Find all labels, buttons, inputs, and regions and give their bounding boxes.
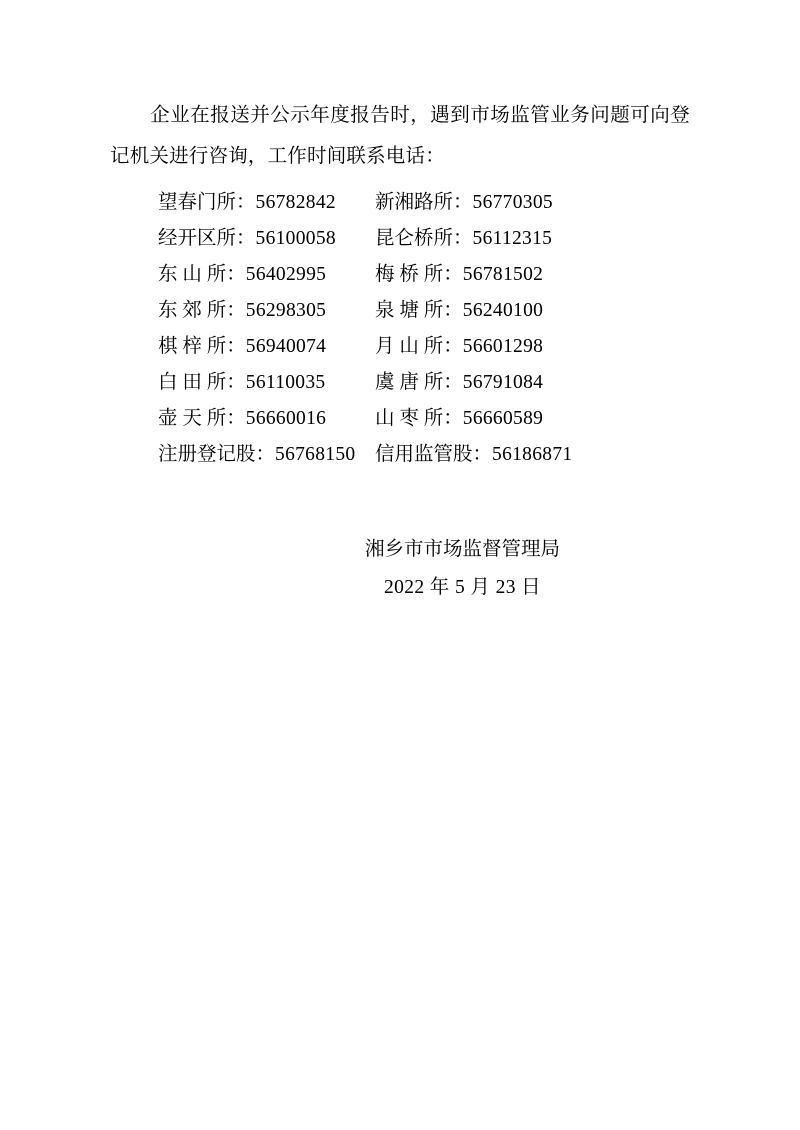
signature-organization: 湘乡市市场监督管理局 — [364, 539, 560, 560]
office-name: 壶 天 所 — [158, 408, 227, 429]
contact-entry — [365, 401, 620, 437]
contact-entry — [365, 437, 620, 473]
phone-number: 56660589 — [462, 408, 544, 429]
separator: ： — [443, 264, 463, 285]
office-name: 东 山 所 — [158, 264, 227, 285]
contact-entry — [365, 329, 620, 365]
contact-entry — [365, 293, 620, 329]
separator: ： — [443, 408, 463, 429]
office-name: 山 枣 所 — [375, 408, 444, 429]
phone-number: 56791084 — [462, 372, 544, 393]
contact-entry — [365, 221, 620, 257]
phone-number: 56298305 — [245, 300, 327, 321]
separator: ： — [453, 192, 473, 213]
body-paragraph — [110, 95, 690, 177]
contact-entry — [110, 365, 365, 401]
contact-row — [110, 293, 690, 329]
office-name: 白 田 所 — [158, 372, 227, 393]
separator: ： — [226, 336, 246, 357]
phone-number: 56781502 — [462, 264, 544, 285]
separator: ： — [443, 336, 463, 357]
office-name: 注册登记股 — [158, 444, 256, 465]
contact-row — [110, 365, 690, 401]
contact-entry — [365, 365, 620, 401]
contact-entry — [110, 437, 365, 473]
signature-date: 2022 年 5 月 23 日 — [383, 577, 542, 598]
contact-entry — [365, 185, 620, 221]
office-name: 昆仑桥所 — [375, 228, 454, 249]
contact-entry — [110, 293, 365, 329]
office-name: 望春门所 — [158, 192, 237, 213]
separator: ： — [453, 228, 473, 249]
separator: ： — [236, 228, 256, 249]
phone-number: 56100058 — [255, 228, 336, 249]
office-name: 信用监管股 — [375, 444, 473, 465]
office-name: 东 郊 所 — [158, 300, 227, 321]
contact-entry — [110, 257, 365, 293]
phone-number: 56940074 — [245, 336, 327, 357]
office-name: 经开区所 — [158, 228, 237, 249]
contact-row — [110, 185, 690, 221]
contact-entry — [365, 257, 620, 293]
office-name: 虞 唐 所 — [375, 372, 444, 393]
contact-entry — [110, 185, 365, 221]
contact-entry — [110, 401, 365, 437]
separator: ： — [236, 192, 256, 213]
signature-block — [110, 531, 690, 607]
phone-number: 56186871 — [492, 444, 573, 465]
phone-number: 56770305 — [472, 192, 553, 213]
separator: ： — [226, 300, 246, 321]
phone-number: 56112315 — [472, 228, 553, 249]
contact-entry — [110, 221, 365, 257]
separator: ： — [472, 444, 493, 465]
office-name: 梅 桥 所 — [375, 264, 444, 285]
office-name: 棋 梓 所 — [158, 336, 227, 357]
phone-number: 56782842 — [255, 192, 336, 213]
separator: ： — [443, 372, 463, 393]
contact-row — [110, 437, 690, 473]
contact-list — [110, 185, 690, 473]
contact-entry — [110, 329, 365, 365]
body-paragraph-text: 企业在报送并公示年度报告时，遇到市场监管业务问题可向登记机关进行咨询，工作时间联系电话： — [110, 105, 690, 167]
phone-number: 56240100 — [462, 300, 544, 321]
contact-row — [110, 221, 690, 257]
separator: ： — [226, 372, 246, 393]
phone-number: 56601298 — [462, 336, 544, 357]
separator: ： — [443, 300, 463, 321]
separator: ： — [255, 444, 276, 465]
office-name: 月 山 所 — [375, 336, 444, 357]
office-name: 泉 塘 所 — [375, 300, 444, 321]
phone-number: 56768150 — [275, 444, 356, 465]
contact-row — [110, 401, 690, 437]
contact-row — [110, 257, 690, 293]
contact-row — [110, 329, 690, 365]
phone-number: 56660016 — [245, 408, 327, 429]
phone-number: 56402995 — [245, 264, 327, 285]
separator: ： — [226, 264, 246, 285]
separator: ： — [226, 408, 246, 429]
phone-number: 56110035 — [245, 372, 326, 393]
office-name: 新湘路所 — [375, 192, 454, 213]
